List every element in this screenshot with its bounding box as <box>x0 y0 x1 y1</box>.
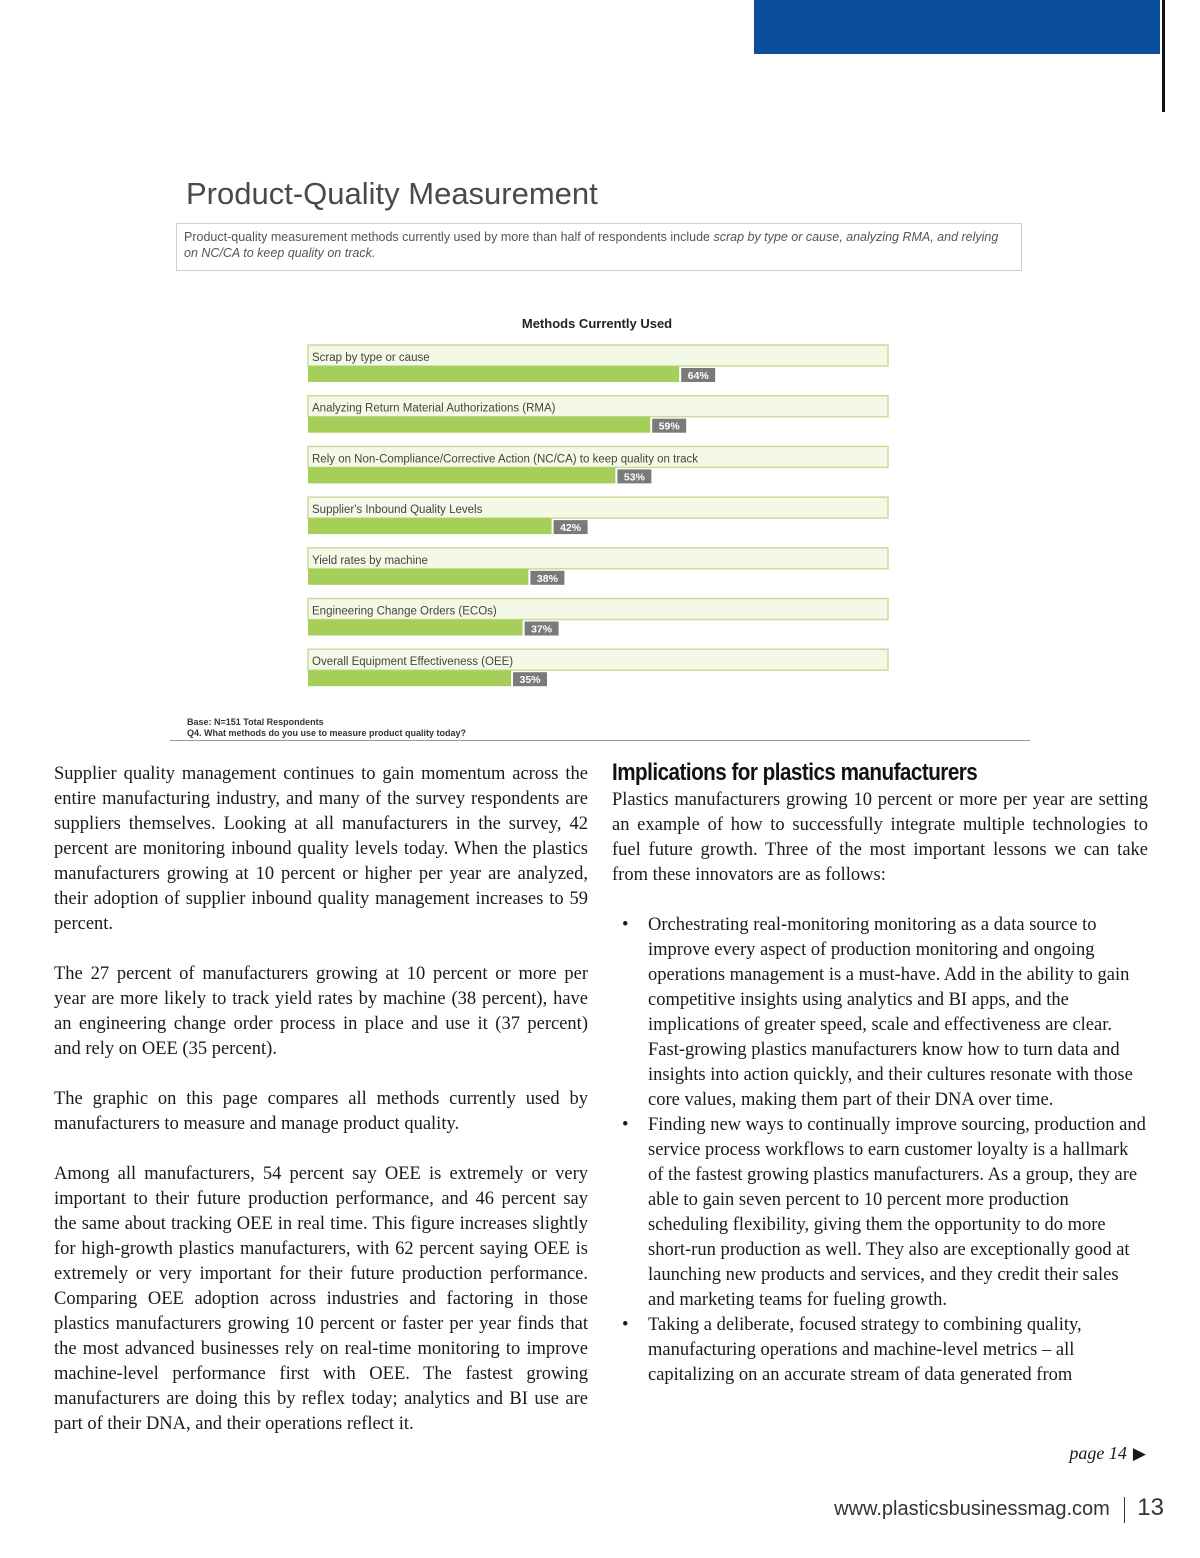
left-paragraph: Among all manufacturers, 54 percent say OEE is extremely or very important to their future production performance, and 46 percent say the same about tracking OEE in real time. This figure increases slightly for high-growth plastics manufacturers, with 62 percent saying OEE is extremely or very important for their future production performance. Comparing OEE adoption across industries and factoring in those plastics manufacturers growing 10 percent or faster per year finds that the most advanced businesses rely on real-time monitoring to improve machine-level performance first with OEE. The fastest growing manufacturers are doing this by reflex today; analytics and BI use are part of their DNA, and their operations reflect it. <box>54 1164 588 1434</box>
figure-subtitle <box>176 223 1022 271</box>
value-label: 38% <box>536 572 558 585</box>
lessons-list <box>612 913 1148 1388</box>
bar <box>308 417 650 433</box>
figure-subtitle-emphasis: scrap by type or cause, analyzing RMA, and relying on NC/CA to keep quality on track. <box>184 230 999 260</box>
value-label: 53% <box>623 471 645 484</box>
continued-link[interactable] <box>1000 1443 1146 1464</box>
bullet-icon: • <box>622 1115 629 1135</box>
bar-label: Supplier's Inbound Quality Levels <box>312 504 483 517</box>
list-item-text: Taking a deliberate, focused strategy to combining quality, manufacturing operations and machine-level metrics – all capitalizing on an accurate stream of data generated from <box>648 1315 1082 1385</box>
list-item <box>612 913 1148 1113</box>
base-note: Base: N=151 Total Respondents <box>187 717 324 727</box>
chart-title: Methods Currently Used <box>521 316 673 331</box>
bar <box>308 467 615 483</box>
bar <box>308 366 679 382</box>
left-paragraph: The 27 percent of manufacturers growing at 10 percent or more per year are more likely to track yield rates by machine (38 percent), have an engineering change order process in place and use it (37 percent) and rely on OEE (35 percent). <box>54 964 588 1059</box>
header-vertical-rule <box>1162 0 1165 112</box>
continued-text: page 14 <box>1069 1443 1127 1463</box>
footer-separator <box>1124 1497 1126 1523</box>
bar-label: Analyzing Return Material Authorizations (RMA) <box>312 402 556 415</box>
bar-label: Overall Equipment Effectiveness (OEE) <box>312 656 514 669</box>
footer-url[interactable]: www.plasticsbusinessmag.com <box>834 1498 1110 1520</box>
chart-bars <box>308 345 888 686</box>
bar-label: Rely on Non-Compliance/Corrective Action (NC/CA) to keep quality on track <box>312 453 699 466</box>
value-label: 37% <box>531 623 553 636</box>
list-item-text: Orchestrating real-monitoring monitoring as a data source to improve every aspect of production monitoring and ongoing operations management is a must-have. Add in the ability to gain competitive insights using analytics and BI apps, and the implications of greater speed, scale and effectiveness are clear. Fast-growing plastics manufacturers know how to turn data and insights into action quickly, and their cultures resonate with those core values, making them part of their DNA over time. <box>648 915 1133 1110</box>
bar-label: Engineering Change Orders (ECOs) <box>312 605 497 618</box>
bar-label: Yield rates by machine <box>312 554 428 567</box>
intro-paragraph: Plastics manufacturers growing 10 percent or more per year are setting an example of how to successfully integrate multiple technologies to fuel future growth. Three of the most important lessons we can take from these innovators are as follows: <box>612 790 1148 885</box>
value-label: 64% <box>687 370 709 382</box>
figure-notes <box>187 717 466 739</box>
bullet-icon: • <box>622 1315 629 1335</box>
value-label: 59% <box>658 420 680 433</box>
list-item-text: Finding new ways to continually improve sourcing, production and service process workflows to earn customer loyalty is a hallmark of the fastest growing plastics manufacturers. As a group, they are able to gain seven percent to 10 percent more production scheduling flexibility, giving them the opportunity to do more short-run production as well. They also are exceptionally good at launching new products and services, and they credit their sales and marketing teams for fueling growth. <box>648 1115 1146 1310</box>
left-paragraph: The graphic on this page compares all methods currently used by manufacturers to measure and manage product quality. <box>54 1089 588 1134</box>
bar <box>308 569 528 585</box>
list-item <box>612 1313 1148 1388</box>
question-note: Q4. What methods do you use to measure product quality today? <box>187 728 467 738</box>
bar-label: Scrap by type or cause <box>312 352 430 364</box>
value-label: 35% <box>519 674 541 687</box>
arrow-right-icon: ▶ <box>1132 1444 1146 1463</box>
figure-divider <box>170 740 1030 741</box>
right-column <box>612 758 1148 1388</box>
bar <box>308 670 511 686</box>
header-color-bar <box>754 0 1160 54</box>
list-item <box>612 1113 1148 1313</box>
bar <box>308 518 552 534</box>
section-heading: Implications for plastics manufacturers <box>612 759 978 786</box>
left-column <box>54 762 588 1462</box>
page-number: 13 <box>1137 1494 1164 1521</box>
methods-bar-chart <box>300 305 900 705</box>
figure-subtitle-text: Product-quality measurement methods currently used by more than half of respondents include <box>184 230 714 244</box>
bullet-icon: • <box>622 915 629 935</box>
figure-title: Product-Quality Measurement <box>186 176 598 211</box>
value-label: 42% <box>560 522 582 535</box>
left-paragraph: Supplier quality management continues to gain momentum across the entire manufacturing industry, and many of the survey respondents are suppliers themselves. Looking at all manufacturers in the survey, 42 percent are monitoring inbound quality levels today. When the plastics manufacturers growing at 10 percent or higher per year are analyzed, their adoption of supplier inbound quality management increases to 59 percent. <box>54 764 588 934</box>
page-footer <box>834 1494 1164 1523</box>
bar <box>308 620 523 636</box>
